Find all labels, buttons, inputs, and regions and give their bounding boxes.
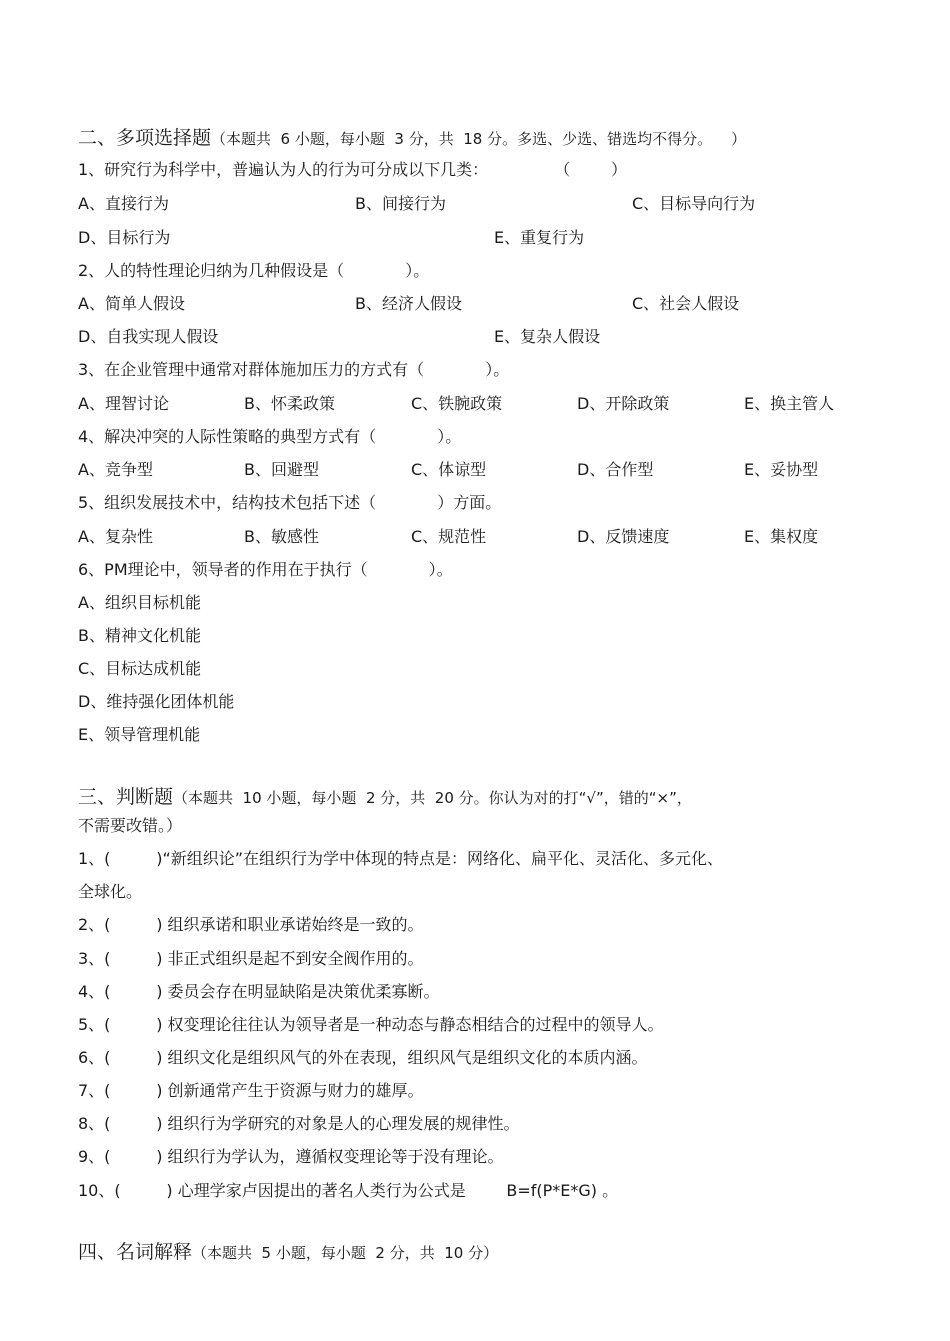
q3-option-c: C、铁腕政策 [411,394,503,413]
q1-option-c: C、目标导向行为 [632,194,756,213]
judgment-item-7: 7、( ) 创新通常产生于资源与财力的雄厚。 [78,1081,424,1100]
q4-option-e: E、妥协型 [744,460,819,479]
q4-option-b: B、回避型 [244,460,319,479]
q6-option-c: C、目标达成机能 [78,659,202,678]
q2-option-c: C、社会人假设 [632,294,740,313]
q5-option-d: D、反馈速度 [577,527,670,546]
section-3-note: （本题共 10 小题，每小题 2 分，共 20 分。你认为对的打“√”，错的“×”， [173,789,692,807]
q5-option-c: C、规范性 [411,527,487,546]
judgment-item-8: 8、( ) 组织行为学研究的对象是人的心理发展的规律性。 [78,1114,520,1133]
question-5-stem: 5、组织发展技术中，结构技术包括下述（ ）方面。 [78,493,502,512]
q1-option-a: A、直接行为 [78,194,169,213]
q2-option-a: A、简单人假设 [78,294,185,313]
q2-option-b: B、经济人假设 [355,294,462,313]
q3-option-d: D、开除政策 [577,394,670,413]
judgment-item-2: 2、( ) 组织承诺和职业承诺始终是一致的。 [78,915,424,934]
question-1-stem: 1、研究行为科学中，普遍认为人的行为可分成以下几类： （ ） [78,160,627,179]
judgment-item-1: 1、( )“新组织论”在组织行为学中体现的特点是：网络化、扁平化、灵活化、多元化、 [78,849,724,868]
section-2-title: 二、多项选择题 [78,127,212,149]
judgment-item-1-cont: 全球化。 [78,882,143,901]
q4-option-d: D、合作型 [577,460,654,479]
q6-option-d: D、维持强化团体机能 [78,692,235,711]
q5-option-a: A、复杂性 [78,527,153,546]
q4-option-c: C、体谅型 [411,460,487,479]
question-2-stem: 2、人的特性理论归纳为几种假设是（ ）。 [78,261,430,280]
section-4-heading [78,1242,498,1263]
q3-option-b: B、怀柔政策 [244,394,335,413]
q5-option-b: B、敏感性 [244,527,319,546]
section-3-heading [78,787,692,808]
question-4-stem: 4、解决冲突的人际性策略的典型方式有（ ）。 [78,427,462,446]
judgment-item-10: 10、( ) 心理学家卢因提出的著名人类行为公式是 B=f(P*E*G) 。 [78,1181,619,1200]
q6-option-a: A、组织目标机能 [78,593,201,612]
section-4-title: 四、名词解释 [78,1241,193,1263]
q6-option-b: B、精神文化机能 [78,626,201,645]
judgment-item-4: 4、( ) 委员会存在明显缺陷是决策优柔寡断。 [78,982,440,1001]
section-3-note-cont: 不需要改错。） [78,816,183,835]
q3-option-e: E、换主管人 [744,394,835,413]
q1-option-e: E、重复行为 [494,228,585,247]
judgment-item-6: 6、( ) 组织文化是组织风气的外在表现，组织风气是组织文化的本质内涵。 [78,1048,648,1067]
q1-option-d: D、目标行为 [78,228,171,247]
q5-option-e: E、集权度 [744,527,819,546]
q2-option-e: E、复杂人假设 [494,327,601,346]
question-3-stem: 3、在企业管理中通常对群体施加压力的方式有（ ）。 [78,360,510,379]
q6-option-e: E、领导管理机能 [78,725,201,744]
q3-option-a: A、理智讨论 [78,394,169,413]
judgment-item-9: 9、( ) 组织行为学认为，遵循权变理论等于没有理论。 [78,1147,504,1166]
judgment-item-5: 5、( ) 权变理论往往认为领导者是一种动态与静态相结合的过程中的领导人。 [78,1015,664,1034]
q4-option-a: A、竞争型 [78,460,153,479]
section-4-note: （本题共 5 小题，每小题 2 分，共 10 分） [192,1244,499,1262]
question-6-stem: 6、PM理论中，领导者的作用在于执行（ ）。 [78,560,453,579]
section-2-heading [78,128,746,149]
q1-option-b: B、间接行为 [355,194,446,213]
section-2-note: （本题共 6 小题，每小题 3 分，共 18 分。多选、少选、错选均不得分。 ） [211,130,747,148]
q2-option-d: D、自我实现人假设 [78,327,219,346]
judgment-item-3: 3、( ) 非正式组织是起不到安全阀作用的。 [78,949,424,968]
section-3-title: 三、判断题 [78,786,174,808]
